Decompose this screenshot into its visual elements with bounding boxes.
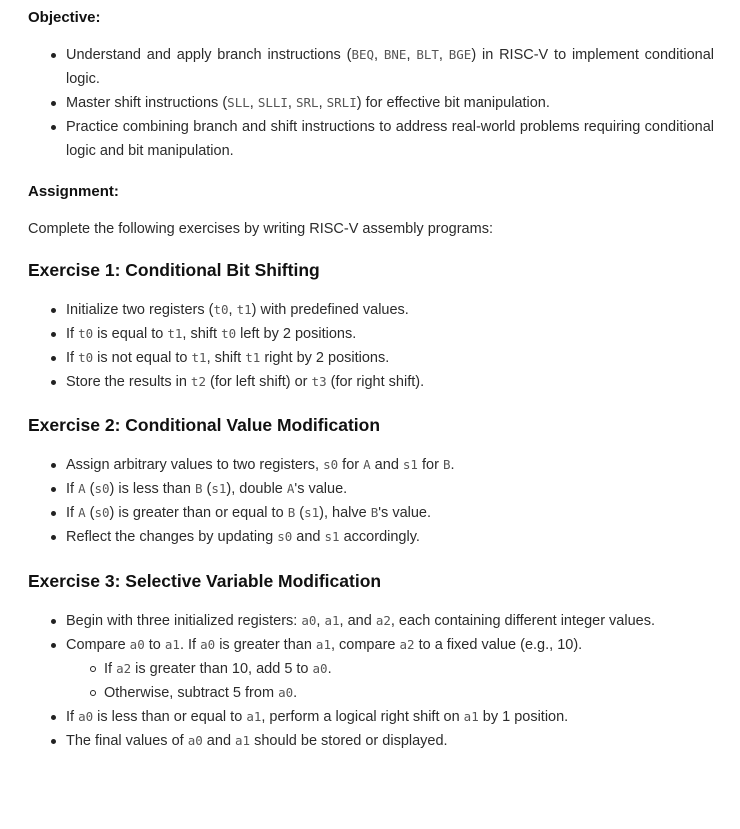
list-item: Compare a0 to a1. If a0 is greater than a1, compare a2 to a fixed value (e.g., 10). If a2 is greater than 10, add 5 to a0. Otherwise, subtract 5 from a0. (66, 633, 714, 705)
inline-code: s1 (402, 457, 418, 472)
list-item: Understand and apply branch instructions (BEQ, BNE, BLT, BGE) in RISC-V to implement conditional logic. (66, 43, 714, 91)
inline-code: a1 (164, 637, 180, 652)
inline-code: a1 (324, 613, 340, 628)
inline-code: a2 (399, 637, 415, 652)
exercise-1-title: Exercise 1: Conditional Bit Shifting (28, 260, 320, 280)
list-item: The final values of a0 and a1 should be stored or displayed. (66, 729, 714, 753)
exercise-3-sublist (66, 657, 714, 705)
exercise-3-list (28, 609, 714, 753)
exercise-2-list (28, 453, 714, 549)
inline-code: SRL (295, 95, 319, 110)
inline-code: a0 (129, 637, 145, 652)
inline-code: t1 (236, 302, 252, 317)
list-item: If A (s0) is less than B (s1), double A's value. (66, 477, 714, 501)
exercise-3-title: Exercise 3: Selective Variable Modification (28, 571, 382, 591)
inline-code: s1 (211, 481, 227, 496)
list-item: If A (s0) is greater than or equal to B (s1), halve B's value. (66, 501, 714, 525)
inline-code: B (370, 505, 379, 520)
list-item: Master shift instructions (SLL, SLLI, SRL, SRLI) for effective bit manipulation. (66, 91, 714, 115)
inline-code: A (78, 481, 86, 496)
inline-code: t1 (245, 350, 261, 365)
inline-code: a2 (116, 661, 132, 676)
list-item: If t0 is not equal to t1, shift t1 right by 2 positions. (66, 346, 714, 370)
list-item: If t0 is equal to t1, shift t0 left by 2 positions. (66, 322, 714, 346)
inline-code: s0 (94, 505, 110, 520)
inline-code: BEQ (351, 47, 375, 62)
sub-list-item: If a2 is greater than 10, add 5 to a0. (104, 657, 714, 681)
list-item: Begin with three initialized registers: a0, a1, and a2, each containing different integer values. (66, 609, 714, 633)
inline-code: B (442, 457, 451, 472)
inline-code: a0 (200, 637, 216, 652)
inline-code: s0 (277, 529, 293, 544)
inline-code: SLL (227, 95, 250, 110)
inline-code: SRLI (326, 95, 357, 110)
exercise-1-list (28, 298, 714, 394)
inline-code: t1 (167, 326, 183, 341)
inline-code: a0 (78, 709, 94, 724)
list-item: Initialize two registers (t0, t1) with predefined values. (66, 298, 714, 322)
list-item: Store the results in t2 (for left shift) or t3 (for right shift). (66, 370, 714, 394)
inline-code: B (287, 505, 296, 520)
inline-code: t0 (213, 302, 229, 317)
inline-code: a1 (463, 709, 479, 724)
inline-code: A (286, 481, 295, 496)
inline-code: SLLI (257, 95, 288, 110)
inline-code: a0 (187, 733, 203, 748)
inline-code: A (363, 457, 371, 472)
inline-code: A (78, 505, 86, 520)
inline-code: t0 (78, 326, 94, 341)
inline-code: a1 (235, 733, 251, 748)
inline-code: a1 (315, 637, 331, 652)
inline-code: BLT (416, 47, 439, 62)
list-item: Practice combining branch and shift instructions to address real-world problems requiring conditional logic and bit manipulation. (66, 115, 714, 163)
inline-code: BNE (383, 47, 407, 62)
inline-code: t0 (221, 326, 237, 341)
list-item: Reflect the changes by updating s0 and s1 accordingly. (66, 525, 714, 549)
inline-code: t0 (78, 350, 94, 365)
inline-code: s1 (304, 505, 320, 520)
inline-code: a0 (312, 661, 328, 676)
objective-list (28, 43, 714, 163)
inline-code: s0 (94, 481, 110, 496)
assignment-intro: Complete the following exercises by writing RISC-V assembly programs: (28, 221, 493, 237)
list-item: If a0 is less than or equal to a1, perform a logical right shift on a1 by 1 position. (66, 705, 714, 729)
exercise-2-title: Exercise 2: Conditional Value Modification (28, 415, 381, 435)
inline-code: t1 (191, 350, 207, 365)
inline-code: t3 (311, 374, 327, 389)
inline-code: a2 (375, 613, 391, 628)
inline-code: s0 (323, 457, 339, 472)
inline-code: B (194, 481, 203, 496)
inline-code: a1 (246, 709, 262, 724)
inline-code: s1 (324, 529, 340, 544)
inline-code: a0 (301, 613, 317, 628)
inline-code: a0 (278, 685, 294, 700)
list-item: Assign arbitrary values to two registers, s0 for A and s1 for B. (66, 453, 714, 477)
sub-list-item: Otherwise, subtract 5 from a0. (104, 681, 714, 705)
inline-code: t2 (190, 374, 206, 389)
objective-heading: Objective: (28, 9, 101, 26)
assignment-heading: Assignment: (28, 183, 119, 200)
inline-code: BGE (448, 47, 472, 62)
